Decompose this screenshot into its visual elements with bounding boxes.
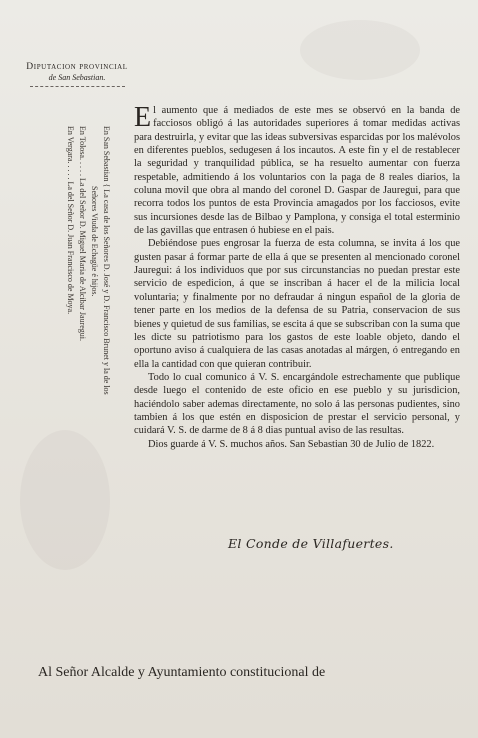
margin-line: Señores Viuda de Echagüe é hijos. [90,186,99,297]
margin-line: En Tolosa. . . . . La del Señor D. Miguel Maria de Alcibar Jauregui. [78,126,87,342]
header-subtitle: de San Sebastian. [48,73,106,82]
header-divider [30,86,125,87]
paper-stain [300,20,420,80]
signature: El Conde de Villafuertes. [228,536,394,551]
paper-stain [20,430,110,570]
addressee: Al Señor Alcalde y Ayuntamiento constitucional de [38,665,326,680]
closing-date: Dios guarde á V. S. muchos años. San Sebastian 30 de Julio de 1822. [148,438,435,450]
header [22,62,132,82]
paragraph-1 [134,104,460,237]
paragraph-3: Todo lo cual comunico á V. S. encargándole estrechamente que publique desde luego el contenido de este oficio en ese pueblo y su jurisdicion, haciéndolo saber ademas directamente, no solo á las personas pudientes, sino tambien á los que estén en disposicion de prestar el servicio personal, y cuidará V. S. de darme de 8 á 8 dias puntual aviso de las resultas. [134,371,460,437]
margin-line: En Vergara. . . . . La del Señor D. Juan Francisco de Moya. [66,126,75,315]
paragraph-2: Debiéndose pues engrosar la fuerza de esta columna, se invita á los que gusten pasar á formar parte de ella á que se presenten al mencionado coronel Jauregui: á los individuos que por sus circunstancias no puedan prestar este servicio de espedicion, á que se inscriban á hacer el de la milicia local voluntaria; y finalmente por no defraudar á ningun español de la gloria de tener parte en los medios de la defensa de su Patria, conservacion de sus bienes y quietud de sus familias, se escita á que se subscriban con la suma que les dicte su patriotismo para los gastos de este loable objeto, dando el oportuno aviso á cualquiera de las casas anotadas al márgen, ó entregando en ella la cantidad con que quieran contribuir. [134,238,460,370]
header-title: Diputacion provincial [26,62,128,72]
drop-cap: E [134,102,152,133]
margin-list [38,126,112,446]
letter-body [134,104,460,451]
paragraph-1-text: l aumento que á mediados de este mes se observó en la banda de facciosos obligó á las autoridades superiores á tomar medidas activas para destruirla, y evitar que las ideas subversivas esparcidas por los malévolos en diferentes pueblos, sedugesen á los incautos. A este fin y el de restablecer la seguridad y tranquilidad pública, se ha resuelto aumentar con fuerza respetable, admitiendo á los voluntarios con la paga de 8 reales diarios, la coluna movil que obra al mando del coronel D. Gaspar de Jauregui, para que recorra todos los puntos de esta Provincia amagados por los facciosos, evite sus incursiones desde las de Bilbao y Pamplona, y consiga el total esterminio de las gavillas que entrasen ó hubiese en el pais. [134,105,460,237]
margin-line: En San Sebastian { La casa de los Señores D. José y D. Francisco Brunet y la de los [102,126,111,395]
